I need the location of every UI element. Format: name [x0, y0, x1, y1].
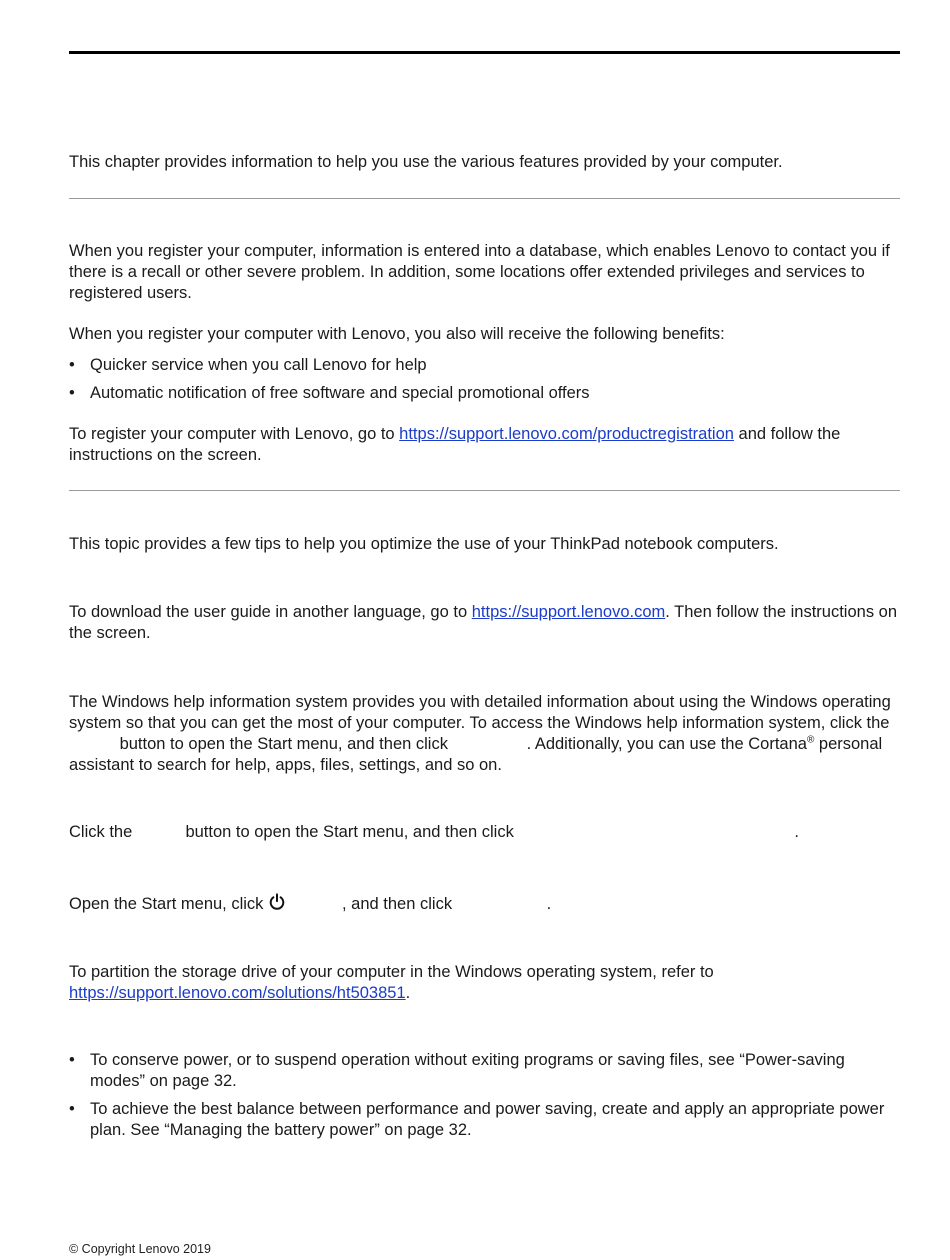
- shutdown-text-b: , and then click: [342, 895, 457, 913]
- registration-text-after: and follow the instructions on the screen.: [69, 425, 841, 464]
- guide-text-before: To download the user guide in another language, go to: [69, 603, 472, 621]
- bullet-icon: •: [69, 1100, 75, 1118]
- control-text-c: .: [794, 823, 800, 841]
- partition-text-after: .: [405, 984, 411, 1002]
- registered-mark: ®: [806, 734, 815, 746]
- help-text-3: . Additionally, you can use the Cortana: [526, 735, 807, 753]
- registration-paragraph: When you register your computer, information is entered into a database, which enables Lenovo to contact you if there is a recall or other severe problem. In addition, some locations offer extended privileges and services to registered users.: [69, 242, 890, 302]
- windows-help-paragraph: [69, 692, 904, 776]
- power-icon: [268, 893, 286, 911]
- shutdown-text-c: .: [546, 895, 552, 913]
- product-registration-link[interactable]: https://support.lenovo.com/productregistration: [399, 425, 734, 443]
- partition-paragraph: [69, 962, 904, 1004]
- partition-text-before: To partition the storage drive of your computer in the Windows operating system, refer to: [69, 963, 714, 981]
- registration-instructions: [69, 424, 904, 466]
- top-rule: [69, 51, 900, 54]
- help-text-1: The Windows help information system provides you with detailed information about using the Windows operating system so that you can get the most of your computer. To access the Windows help information system, click the: [69, 693, 891, 732]
- support-link[interactable]: https://support.lenovo.com: [471, 603, 666, 621]
- section-divider: [69, 198, 900, 199]
- bullet-icon: •: [69, 356, 75, 374]
- list-item-text: Automatic notification of free software and special promotional offers: [90, 384, 590, 402]
- list-item-text: To conserve power, or to suspend operation without exiting programs or saving files, see “Power-saving modes” on page 32.: [90, 1051, 845, 1090]
- shutdown-paragraph: [69, 893, 904, 915]
- help-text-2: button to open the Start menu, and then click: [115, 735, 453, 753]
- bullet-icon: •: [69, 384, 75, 402]
- registration-benefits-intro: When you register your computer with Lenovo, you also will receive the following benefits:: [69, 325, 725, 343]
- list-item-text: Quicker service when you call Lenovo for help: [90, 356, 427, 374]
- shutdown-text-a: Open the Start menu, click: [69, 895, 269, 913]
- control-panel-paragraph: [69, 822, 904, 843]
- bullet-icon: •: [69, 1051, 75, 1069]
- section-divider: [69, 490, 900, 491]
- user-guide-paragraph: [69, 602, 904, 644]
- guide-text-after: . Then follow the instructions on the screen.: [69, 603, 898, 642]
- chapter-intro: This chapter provides information to help you use the various features provided by your computer.: [69, 153, 783, 171]
- tips-intro: This topic provides a few tips to help you optimize the use of your ThinkPad notebook computers.: [69, 535, 779, 553]
- control-text-b: button to open the Start menu, and then click: [180, 823, 519, 841]
- partition-solution-link[interactable]: https://support.lenovo.com/solutions/ht503851: [69, 984, 406, 1002]
- registration-text-before: To register your computer with Lenovo, go to: [69, 425, 400, 443]
- list-item-text: To achieve the best balance between performance and power saving, create and apply an appropriate power plan. See “Managing the battery power” on page 32.: [90, 1100, 885, 1139]
- control-text-a: Click the: [69, 823, 137, 841]
- help-text-4: personal assistant to search for help, apps, files, settings, and so on.: [69, 735, 883, 774]
- copyright-footer: © Copyright Lenovo 2019: [69, 1242, 211, 1256]
